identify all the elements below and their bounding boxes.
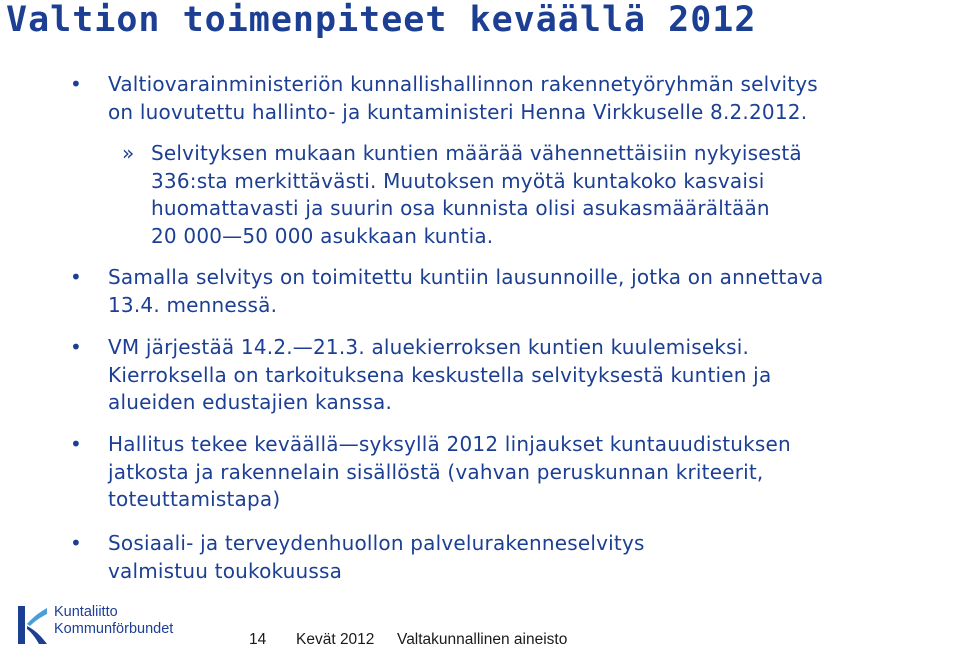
bullet-marker: •: [70, 531, 82, 555]
kuntaliitto-logo: [14, 604, 184, 648]
page-number: 14: [249, 631, 267, 648]
bullet-line: Sosiaali- ja terveydenhuollon palvelurakenneselvitys: [108, 531, 645, 555]
sub-bullet-item: [122, 140, 802, 250]
bullet-item: [70, 334, 772, 417]
sub-bullet-line: Selvityksen mukaan kuntien määrää vähennettäisiin nykyisestä: [151, 141, 802, 165]
bullet-item: [70, 530, 645, 585]
bullet-line: jatkosta ja rakennelain sisällöstä (vahvan peruskunnan kriteerit,: [108, 459, 764, 484]
footer-classification: Valtakunnallinen aineisto: [397, 631, 568, 648]
bullet-marker: •: [70, 335, 82, 359]
sub-bullet-line: 336:sta merkittävästi. Muutoksen myötä kuntakoko kasvaisi: [151, 168, 765, 193]
bullet-line: Samalla selvitys on toimitettu kuntiin lausunnoille, jotka on annettava: [108, 265, 824, 289]
logo-line-sv: Kommunförbundet: [54, 621, 174, 637]
sub-bullet-line: huomattavasti ja suurin osa kunnista olisi asukasmäärältään: [151, 196, 770, 220]
bullet-item: [70, 431, 791, 514]
kuntaliitto-emblem-icon: [14, 604, 50, 646]
bullet-marker: •: [70, 432, 82, 456]
bullet-line: Valtiovarainministeriön kunnallishallinnon rakennetyöryhmän selvitys: [108, 72, 818, 96]
slide-title: Valtion toimenpiteet keväällä 2012: [6, 0, 757, 40]
bullet-line: toteuttamistapa): [108, 487, 281, 511]
bullet-item: [70, 71, 818, 126]
footer-date: Kevät 2012: [296, 631, 375, 648]
bullet-marker: •: [70, 72, 82, 96]
sub-bullet-line: 20 000—50 000 asukkaan kuntia.: [151, 223, 494, 248]
logo-wordmark: [54, 604, 173, 638]
bullet-line: on luovutettu hallinto- ja kuntaministeri Henna Virkkuselle 8.2.2012.: [108, 99, 808, 124]
bullet-marker: •: [70, 265, 82, 289]
bullet-line: Hallitus tekee keväällä—syksyllä 2012 linjaukset kuntauudistuksen: [108, 432, 791, 456]
bullet-item: [70, 264, 824, 319]
bullet-line: alueiden edustajien kanssa.: [108, 390, 393, 414]
bullet-line: Kierroksella on tarkoituksena keskustella selvityksestä kuntien ja: [108, 362, 772, 387]
bullet-line: VM järjestää 14.2.—21.3. aluekierroksen kuntien kuulemiseksi.: [108, 335, 750, 359]
bullet-line: 13.4. mennessä.: [108, 292, 278, 317]
logo-line-fi: Kuntaliitto: [54, 604, 118, 620]
bullet-line: valmistuu toukokuussa: [108, 558, 343, 583]
sub-bullet-marker: »: [122, 141, 135, 165]
